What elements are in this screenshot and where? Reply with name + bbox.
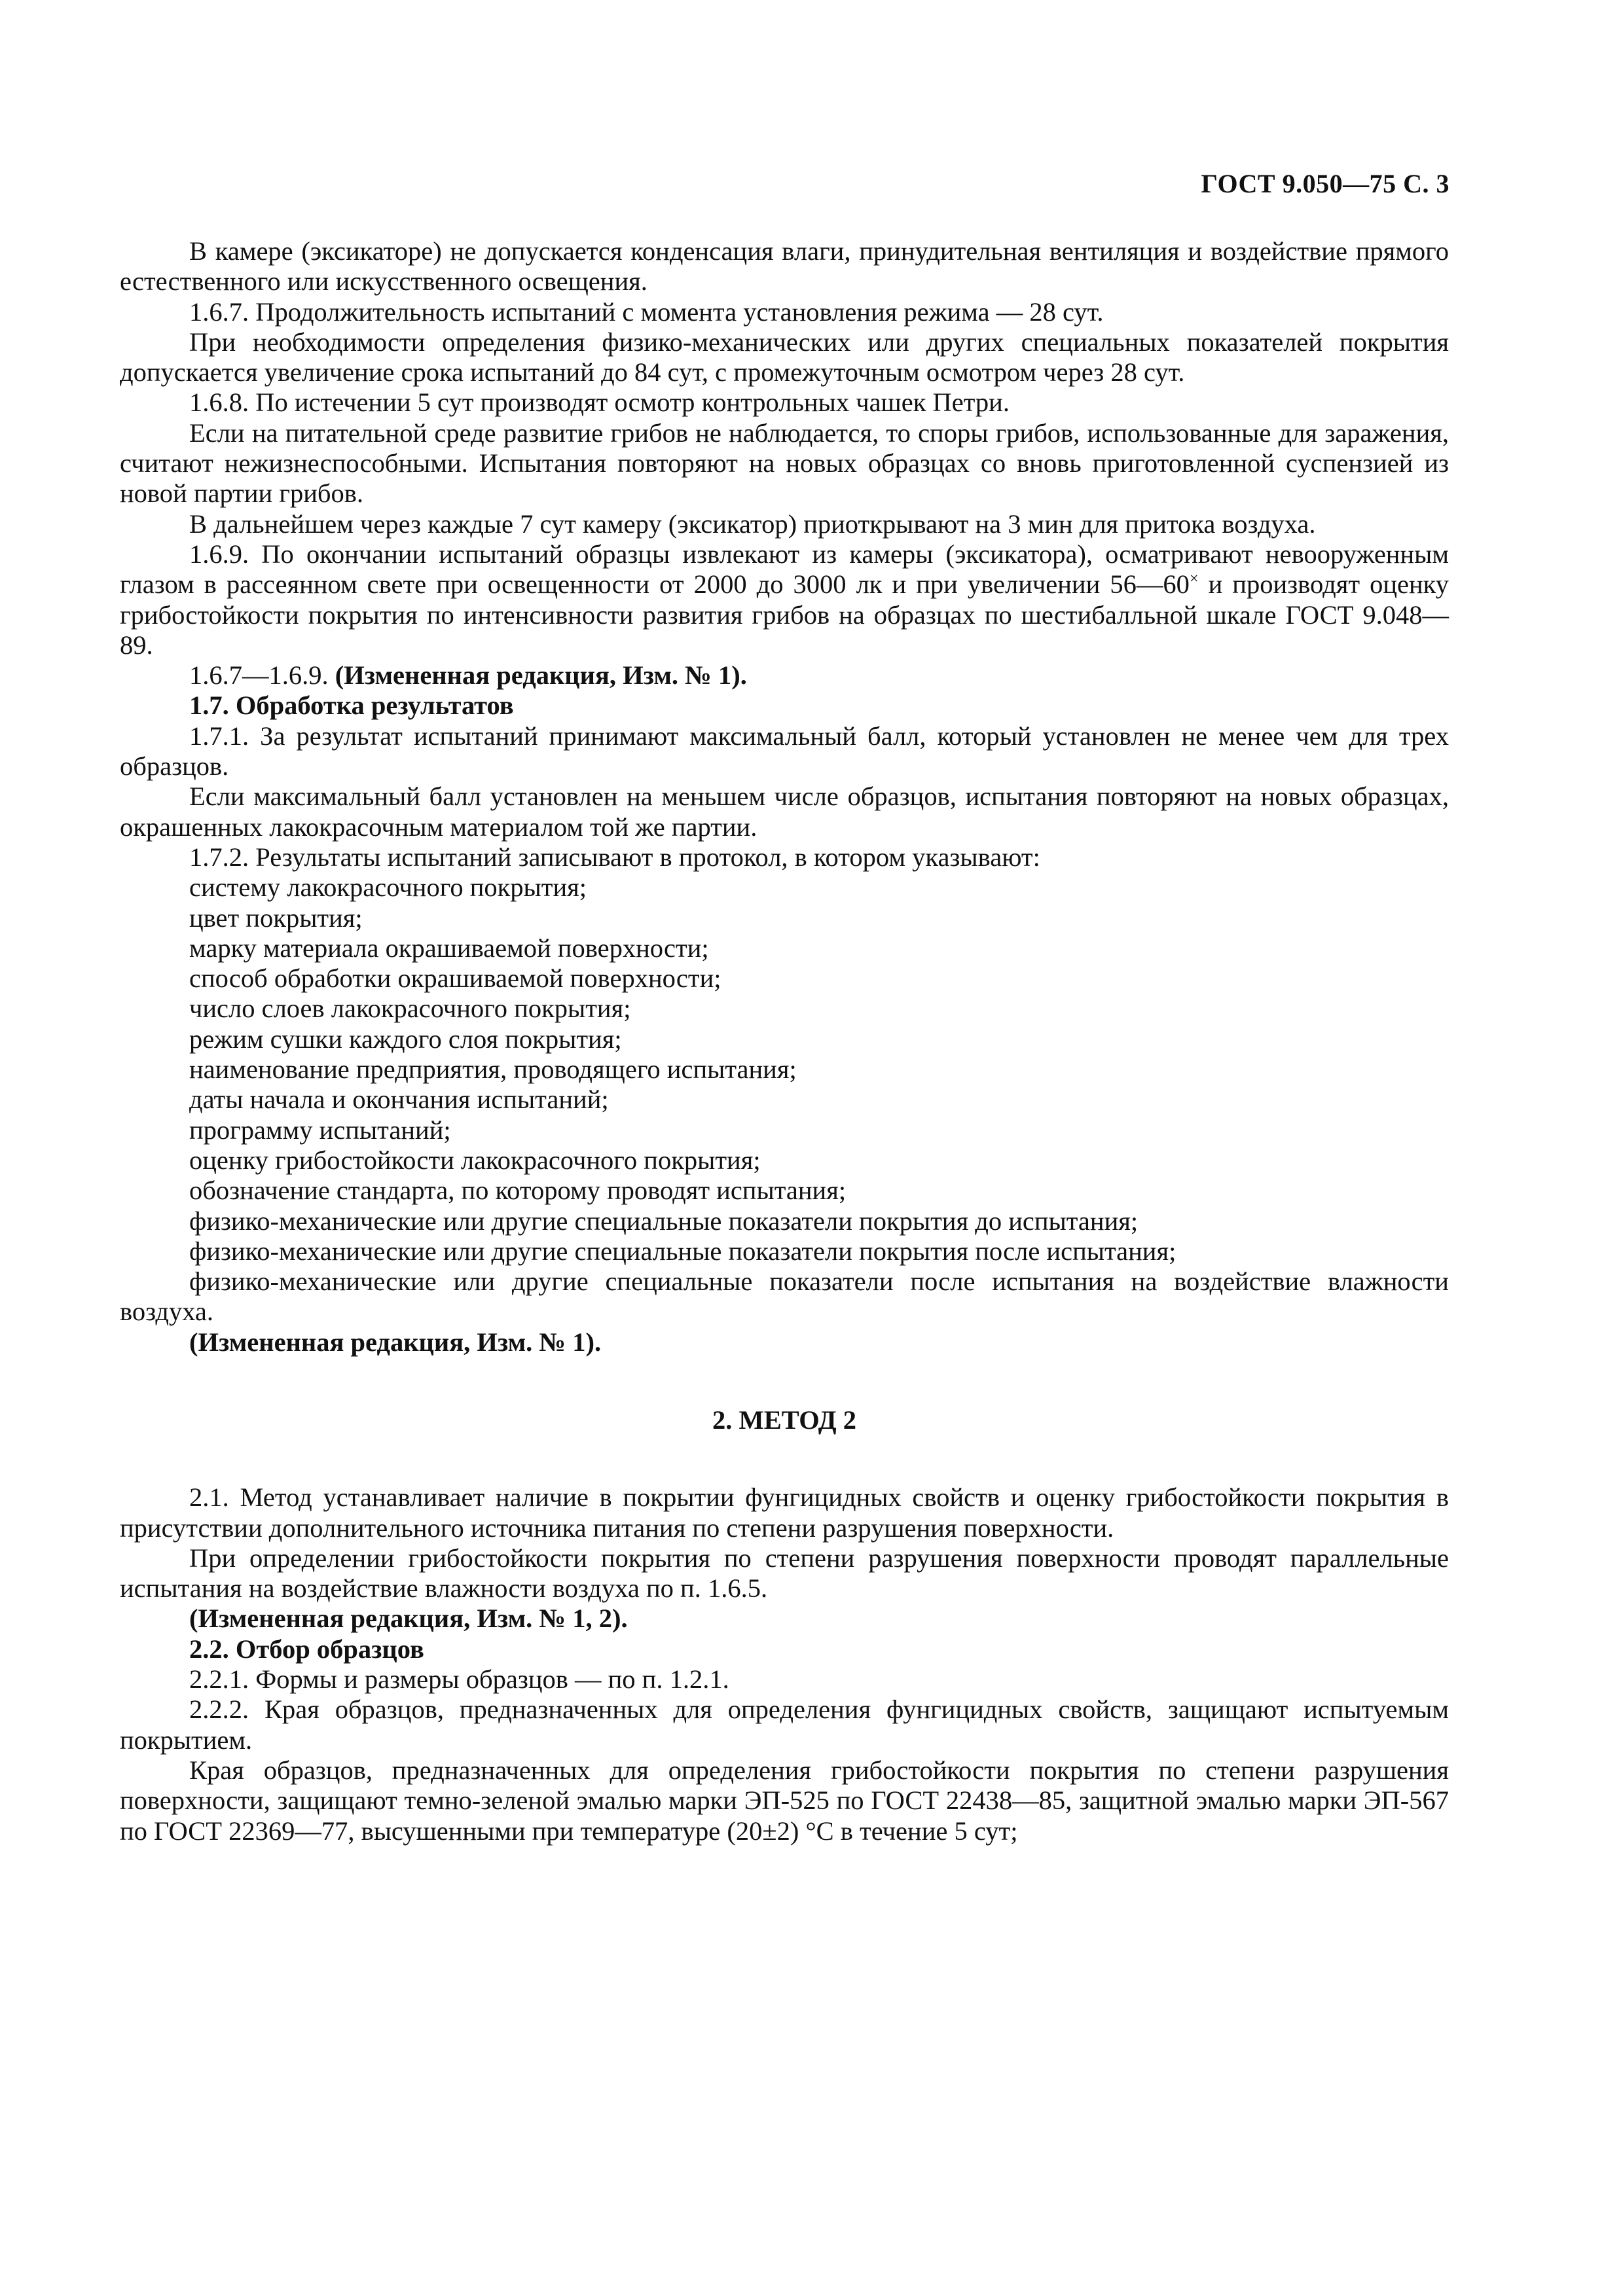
paragraph-text: 1.6.9. По окончании испытаний образцы извлекают из камеры (эксикатора), осматривают невооруженным глазом в рассеянном свете при освещенности от 2000 до 3000 лк и при увеличении 56—60	[120, 539, 1449, 600]
section-heading: 2. МЕТОД 2	[712, 1405, 856, 1435]
protocol-list-item: физико-механические или другие специальные показатели покрытия после испытания;	[189, 1236, 1176, 1266]
document-body	[120, 236, 1449, 1846]
paragraph: В дальнейшем через каждые 7 сут камеру (эксикатор) приоткрывают на 3 мин для притока воздуха.	[189, 509, 1316, 539]
paragraph: 1.6.7. Продолжительность испытаний с момента установления режима — 28 сут.	[189, 296, 1104, 327]
paragraph: 1.7.2. Результаты испытаний записывают в протокол, в котором указывают:	[189, 842, 1040, 872]
clause-range-label: 1.6.7—1.6.9.	[189, 660, 329, 691]
protocol-list-item-last: физико-механические или другие специальные показатели после испытания на воздействие влажности воздуха.	[120, 1266, 1449, 1327]
paragraph-1-6-9	[120, 539, 1449, 660]
paragraph: Если на питательной среде развитие грибов не наблюдается, то споры грибов, использованные для заражения, считают нежизнеспособными. Испытания повторяют на новых образцах со вновь приготовленной суспензией из новой партии грибов.	[120, 418, 1449, 509]
amendment-note: (Измененная редакция, Изм. № 1).	[189, 1327, 602, 1357]
protocol-list-item: программу испытаний;	[189, 1115, 451, 1145]
protocol-list-item: даты начала и окончания испытаний;	[189, 1085, 609, 1115]
protocol-list-item: цвет покрытия;	[189, 903, 363, 933]
amendment-note: (Измененная редакция, Изм. № 1, 2).	[189, 1604, 628, 1634]
protocol-list-item: наименование предприятия, проводящего испытания;	[189, 1054, 797, 1085]
amendment-note-range	[120, 660, 1449, 691]
paragraph: При необходимости определения физико-механических или других специальных показателей покрытия допускается увеличение срока испытаний до 84 сут, с промежуточным осмотром через 28 сут.	[120, 327, 1449, 387]
paragraph: 1.7.1. За результат испытаний принимают максимальный балл, который установлен не менее чем для трех образцов.	[120, 721, 1449, 781]
paragraph: В камере (эксикаторе) не допускается конденсация влаги, принудительная вентиляция и воздействие прямого естественного или искусственного освещения.	[120, 236, 1449, 296]
paragraph: 1.6.8. По истечении 5 сут производят осмотр контрольных чашек Петри.	[189, 387, 1010, 418]
paragraph: 2.2.2. Края образцов, предназначенных для определения фунгицидных свойств, защищают испытуемым покрытием.	[120, 1695, 1449, 1755]
protocol-list-item: обозначение стандарта, по которому проводят испытания;	[189, 1175, 847, 1206]
running-header: ГОСТ 9.050—75 С. 3	[1201, 169, 1450, 198]
subsection-heading: 1.7. Обработка результатов	[189, 691, 514, 721]
magnification-superscript: ×	[1189, 569, 1199, 588]
protocol-list-item: марку материала окрашиваемой поверхности;	[189, 933, 709, 963]
protocol-list-item: систему лакокрасочного покрытия;	[189, 872, 587, 903]
paragraph-text: и производят оценку грибостойкости покрытия по интенсивности развития грибов на образцах по шестибалльной шкале ГОСТ 9.048—89.	[120, 569, 1450, 660]
protocol-list-item: физико-механические или другие специальные показатели покрытия до испытания;	[189, 1206, 1139, 1236]
paragraph: 2.1. Метод устанавливает наличие в покрытии фунгицидных свойств и оценку грибостойкости покрытия в присутствии дополнительного источника питания по степени разрушения поверхности.	[120, 1482, 1449, 1543]
paragraph: Края образцов, предназначенных для определения грибостойкости покрытия по степени разрушения поверхности, защищают темно-зеленой эмалью марки ЭП-525 по ГОСТ 22438—85, защитной эмалью марки ЭП-567 по ГОСТ 22369—77, высушенными при температуре (20±2) °С в течение 5 сут;	[120, 1755, 1449, 1846]
protocol-list-item: число слоев лакокрасочного покрытия;	[189, 994, 631, 1024]
protocol-list-item: способ обработки окрашиваемой поверхности;	[189, 963, 721, 994]
paragraph: При определении грибостойкости покрытия по степени разрушения поверхности проводят параллельные испытания на воздействие влажности воздуха по п. 1.6.5.	[120, 1543, 1449, 1604]
paragraph: 2.2.1. Формы и размеры образцов — по п. 1.2.1.	[189, 1664, 729, 1695]
amendment-text: (Измененная редакция, Изм. № 1).	[335, 660, 747, 691]
protocol-list-item: режим сушки каждого слоя покрытия;	[189, 1024, 622, 1054]
protocol-list-item: оценку грибостойкости лакокрасочного покрытия;	[189, 1145, 761, 1175]
paragraph: Если максимальный балл установлен на меньшем числе образцов, испытания повторяют на новых образцах, окрашенных лакокрасочным материалом той же партии.	[120, 781, 1449, 842]
subsection-heading: 2.2. Отбор образцов	[189, 1634, 424, 1664]
